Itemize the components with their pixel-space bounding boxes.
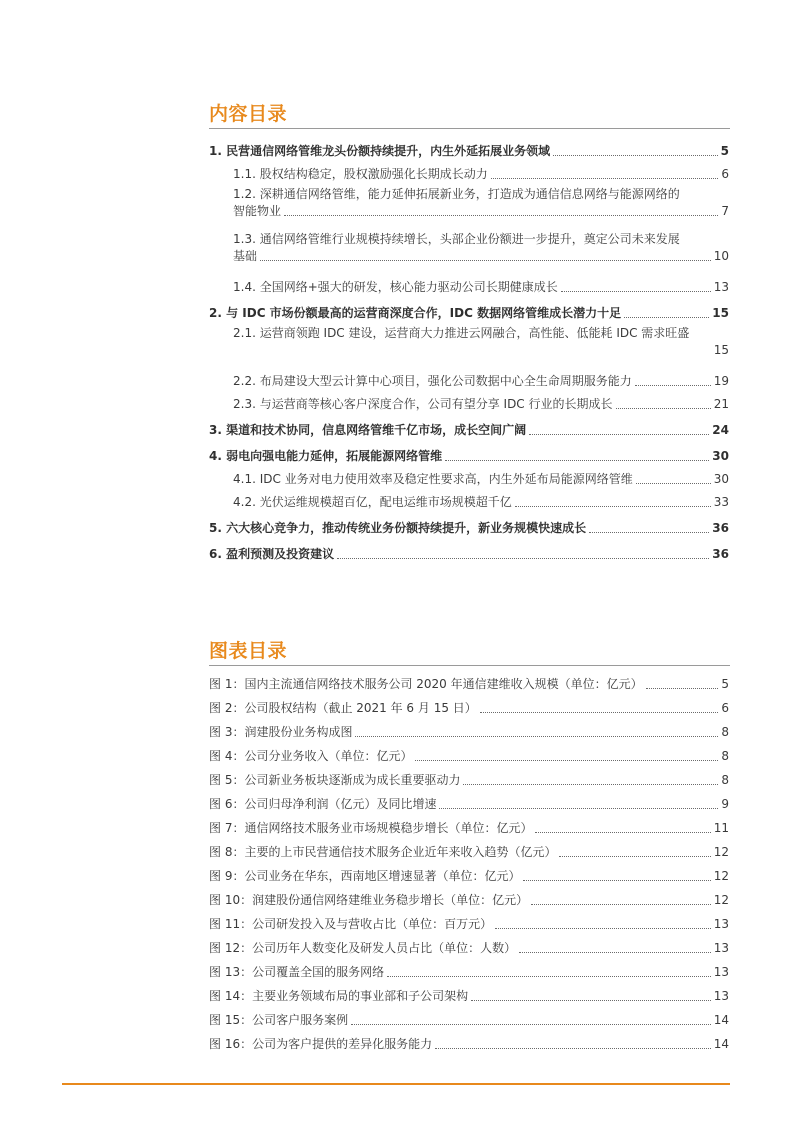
figure-entry-text: 图 10：润建股份通信网络建维业务稳步增长（单位：亿元）	[209, 893, 529, 907]
dot-leader	[260, 260, 711, 261]
toc-entry-1-4[interactable]	[209, 273, 729, 296]
toc-entry-text: 2. 与 IDC 市场份额最高的运营商深度合作，IDC 数据网络管维成长潜力十足	[209, 306, 622, 320]
toc-entry-page: 19	[713, 374, 729, 388]
figure-entry-text: 图 15：公司客户服务案例	[209, 1013, 349, 1027]
toc-entry-text: 2.1. 运营商领跑 IDC 建设，运营商大力推进云网融合，高性能、低能耗 IDC 需求旺盛	[233, 326, 690, 340]
figure-entry[interactable]	[209, 1029, 729, 1053]
figure-entry-page: 8	[721, 773, 729, 787]
toc-entry-2-2[interactable]	[209, 367, 729, 390]
figure-entry[interactable]	[209, 813, 729, 837]
dot-leader	[523, 880, 710, 881]
figure-entry-text: 图 6：公司归母净利润（亿元）及同比增速	[209, 797, 437, 811]
toc-entry-page: 36	[712, 521, 729, 535]
dot-leader	[415, 760, 718, 761]
figure-entry[interactable]	[209, 885, 729, 909]
figure-entry[interactable]	[209, 693, 729, 717]
figure-entry-text: 图 2：公司股权结构（截止 2021 年 6 月 15 日）	[209, 701, 477, 715]
dot-leader	[337, 558, 709, 559]
figure-list-divider	[209, 665, 730, 666]
figure-entry-page: 13	[713, 917, 729, 931]
figure-entry-page: 8	[721, 725, 729, 739]
figure-entry-text: 图 1：国内主流通信网络技术服务公司 2020 年通信建维收入规模（单位：亿元）	[209, 677, 643, 691]
dot-leader	[553, 155, 718, 156]
figure-entry[interactable]	[209, 669, 729, 693]
figure-entry[interactable]	[209, 933, 729, 957]
figure-entry[interactable]	[209, 909, 729, 933]
dot-leader	[529, 434, 709, 435]
figure-entry-text: 图 14：主要业务领域布局的事业部和子公司架构	[209, 989, 469, 1003]
toc-entry-text: 5. 六大核心竞争力，推动传统业务份额持续提升，新业务规模快速成长	[209, 521, 587, 535]
toc-entry-2-1[interactable]	[209, 322, 729, 367]
toc-entry-5[interactable]	[209, 511, 729, 537]
dot-leader	[387, 976, 711, 977]
figure-entry[interactable]	[209, 741, 729, 765]
figure-entry-text: 图 16：公司为客户提供的差异化服务能力	[209, 1037, 433, 1051]
dot-leader	[589, 532, 709, 533]
toc-entry-page: 10	[713, 249, 729, 263]
figure-entry-text: 图 11：公司研发投入及与营收占比（单位：百万元）	[209, 917, 493, 931]
figure-entry-page: 8	[721, 749, 729, 763]
toc-entry-6[interactable]	[209, 537, 729, 563]
figure-entry-page: 12	[713, 869, 729, 883]
figure-entry[interactable]	[209, 837, 729, 861]
figure-entry[interactable]	[209, 957, 729, 981]
figure-entry-page: 14	[713, 1013, 729, 1027]
toc-entry-2[interactable]	[209, 296, 729, 322]
toc-entry-page: 6	[721, 167, 729, 181]
figure-entry-page: 6	[721, 701, 729, 715]
dot-leader	[635, 385, 711, 386]
figure-entry[interactable]	[209, 1005, 729, 1029]
toc-entry-text: 1.1. 股权结构稳定，股权激励强化长期成长动力	[233, 167, 488, 181]
dot-leader	[463, 784, 718, 785]
figure-entry-text: 图 12：公司历年人数变化及研发人员占比（单位：人数）	[209, 941, 517, 955]
figure-entry-text: 图 9：公司业务在华东，西南地区增速显著（单位：亿元）	[209, 869, 521, 883]
toc-entry-text: 1.4. 全国网络+强大的研发，核心能力驱动公司长期健康成长	[233, 280, 558, 294]
dot-leader	[636, 483, 711, 484]
dot-leader	[284, 215, 718, 216]
dot-leader	[495, 928, 711, 929]
toc-entry-text: 3. 渠道和技术协同，信息网络管维千亿市场，成长空间广阔	[209, 423, 527, 437]
dot-leader	[471, 1000, 711, 1001]
toc-entry-page: 7	[721, 204, 729, 218]
toc-entry-text: 4.2. 光伏运维规模超百亿，配电运维市场规模超千亿	[233, 495, 512, 509]
figure-entry[interactable]	[209, 789, 729, 813]
dot-leader	[561, 291, 711, 292]
toc-entry-2-3[interactable]	[209, 390, 729, 413]
toc-entry-4[interactable]	[209, 439, 729, 465]
toc-entry-page: 15	[712, 306, 729, 320]
toc-entry-4-2[interactable]	[209, 488, 729, 511]
figure-entry-text: 图 7：通信网络技术服务业市场规模稳步增长（单位：亿元）	[209, 821, 533, 835]
toc-entry-page: 33	[713, 495, 729, 509]
figure-entry-text: 图 3：润建股份业务构成图	[209, 725, 353, 739]
figure-entry-text: 图 4：公司分业务收入（单位：亿元）	[209, 749, 413, 763]
figure-list-title: 图表目录	[209, 640, 288, 662]
toc-title: 内容目录	[209, 103, 288, 125]
dot-leader	[491, 178, 719, 179]
figure-entry[interactable]	[209, 765, 729, 789]
toc-entry-text: 2.3. 与运营商等核心客户深度合作，公司有望分享 IDC 行业的长期成长	[233, 397, 613, 411]
dot-leader	[355, 736, 718, 737]
toc-entry-text: 1.3. 通信网络管维行业规模持续增长，头部企业份额进一步提升，奠定公司未来发展	[233, 232, 680, 246]
figure-entry-text: 图 5：公司新业务板块逐渐成为成长重要驱动力	[209, 773, 461, 787]
toc-entry-page: 21	[713, 397, 729, 411]
toc-entry-page: 15	[713, 343, 729, 357]
dot-leader	[519, 952, 711, 953]
toc-divider	[209, 128, 730, 129]
figure-entry[interactable]	[209, 717, 729, 741]
dot-leader	[435, 1048, 711, 1049]
figure-entry-text: 图 8：主要的上市民营通信技术服务企业近年来收入趋势（亿元）	[209, 845, 557, 859]
toc-entry-page: 36	[712, 547, 729, 561]
toc-entry-text-cont: 基础	[233, 249, 258, 263]
toc-entry-page: 30	[713, 472, 729, 486]
dot-leader	[559, 856, 710, 857]
toc-entry-page: 5	[720, 144, 729, 158]
toc-entry-1-2[interactable]	[209, 183, 729, 228]
toc-list	[209, 134, 729, 563]
figure-entry-page: 11	[713, 821, 729, 835]
toc-entry-text: 2.2. 布局建设大型云计算中心项目，强化公司数据中心全生命周期服务能力	[233, 374, 632, 388]
toc-entry-page: 24	[712, 423, 729, 437]
figure-entry-text: 图 13：公司覆盖全国的服务网络	[209, 965, 385, 979]
toc-entry-text: 4.1. IDC 业务对电力使用效率及稳定性要求高，内生外延布局能源网络管维	[233, 472, 633, 486]
figure-entry-page: 5	[721, 677, 729, 691]
toc-entry-1[interactable]	[209, 134, 729, 160]
figure-entry-page: 14	[713, 1037, 729, 1051]
figure-entry[interactable]	[209, 861, 729, 885]
figure-entry-page: 12	[713, 845, 729, 859]
dot-leader	[351, 1024, 711, 1025]
dot-leader	[445, 460, 709, 461]
toc-entry-page: 13	[713, 280, 729, 294]
toc-entry-text: 1.2. 深耕通信网络管维，能力延伸拓展新业务，打造成为通信信息网络与能源网络的	[233, 187, 680, 201]
figure-entry-page: 13	[713, 965, 729, 979]
dot-leader	[439, 808, 718, 809]
toc-entry-text: 1. 民营通信网络管维龙头份额持续提升，内生外延拓展业务领域	[209, 144, 551, 158]
dot-leader	[624, 317, 709, 318]
dot-leader	[646, 688, 719, 689]
dot-leader	[535, 832, 710, 833]
footer-divider	[62, 1083, 730, 1085]
dot-leader	[480, 712, 719, 713]
toc-entry-text: 4. 弱电向强电能力延伸，拓展能源网络管维	[209, 449, 443, 463]
figure-entry-page: 13	[713, 989, 729, 1003]
toc-entry-text: 6. 盈利预测及投资建议	[209, 547, 335, 561]
figure-list	[209, 669, 729, 1053]
toc-entry-1-3[interactable]	[209, 228, 729, 273]
dot-leader	[616, 408, 711, 409]
toc-entry-page: 30	[712, 449, 729, 463]
figure-entry-page: 13	[713, 941, 729, 955]
toc-entry-text-cont: 智能物业	[233, 204, 282, 218]
dot-leader	[515, 506, 711, 507]
dot-leader	[531, 904, 711, 905]
toc-entry-1-1[interactable]	[209, 160, 729, 183]
toc-entry-3[interactable]	[209, 413, 729, 439]
figure-entry-page: 12	[713, 893, 729, 907]
figure-entry-page: 9	[721, 797, 729, 811]
figure-entry[interactable]	[209, 981, 729, 1005]
toc-entry-4-1[interactable]	[209, 465, 729, 488]
